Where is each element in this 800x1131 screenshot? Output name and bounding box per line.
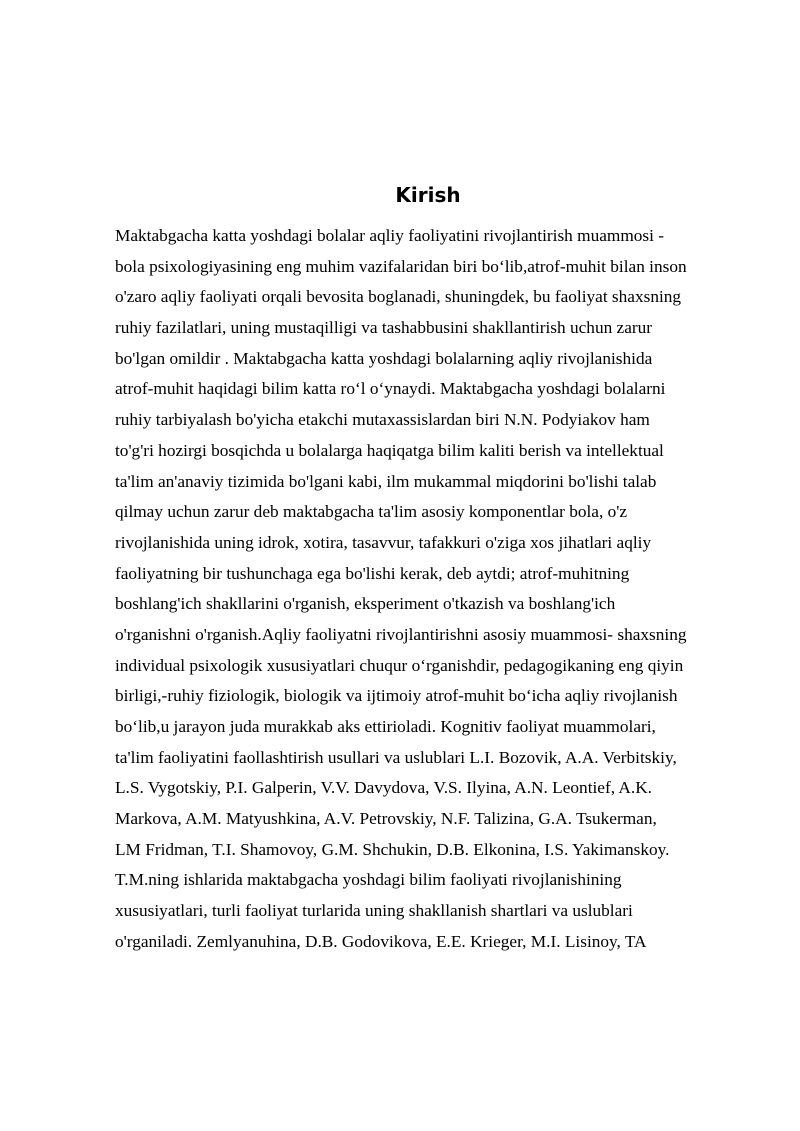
text-line: bola psixologiyasining eng muhim vazifalaridan biri boʻlib,atrof-muhit bilan inson: [115, 256, 687, 276]
page-title: Kirish: [395, 183, 461, 207]
text-line: birligi,-ruhiy fiziologik, biologik va ijtimoiy atrof-muhit boʻicha aqliy rivojlanish: [115, 686, 678, 706]
text-line: boʻlib,u jarayon juda murakkab aks ettirioladi. Kognitiv faoliyat muammolari,: [115, 717, 656, 736]
text-line: ta'lim faoliyatini faollashtirish usullari va uslublari L.I. Bozovik, A.A. Verbitskiy,: [115, 747, 677, 767]
text-line: atrof-muhit haqidagi bilim katta roʻl oʻynaydi. Maktabgacha yoshdagi bolalarni: [115, 379, 666, 399]
text-line: o'rganiladi. Zemlyanuhina, D.B. Godovikova, E.E. Krieger, M.I. Lisinoy, TA: [115, 931, 647, 951]
text-line: boshlang'ich shakllarini o'rganish, eksperiment o'tkazish va boshlang'ich: [115, 594, 616, 614]
text-line: LM Fridman, T.I. Shamovoy, G.M. Shchukin, D.B. Elkonina, I.S. Yakimanskoy.: [115, 839, 670, 859]
text-line: ruhiy fazilatlari, uning mustaqilligi va tashabbusini shakllantirish uchun zarur: [115, 318, 653, 338]
text-line: Markova, A.M. Matyushkina, A.V. Petrovskiy, N.F. Talizina, G.A. Tsukerman,: [115, 809, 657, 829]
text-line: Maktabgacha katta yoshdagi bolalar aqliy faoliyatini rivojlantirish muammosi -: [115, 226, 665, 245]
text-line: o'zaro aqliy faoliyati orqali bevosita boglanadi, shuningdek, bu faoliyat shaxsning: [115, 287, 682, 307]
text-line: ta'lim an'anaviy tizimida bo'lgani kabi, ilm mukammal miqdorini bo'lishi talab: [115, 471, 657, 491]
text-line: individual psixologik xususiyatlari chuqur oʻrganishdir, pedagogikaning eng qiyin: [115, 655, 684, 675]
text-line: bo'lgan omildir . Maktabgacha katta yoshdagi bolalarning aqliy rivojlanishida: [115, 348, 653, 368]
text-line: o'rganishni o'rganish.Aqliy faoliyatni rivojlantirishni asosiy muammosi- shaxsning: [115, 624, 687, 644]
text-line: xususiyatlari, turli faoliyat turlarida uning shakllanish shartlari va uslublari: [115, 901, 633, 921]
text-line: to'g'ri hozirgi bosqichda u bolalarga haqiqatga bilim kaliti berish va intellektual: [115, 440, 664, 460]
text-line: qilmay uchun zarur deb maktabgacha ta'lim asosiy komponentlar bola, o'z: [115, 502, 628, 522]
text-line: rivojlanishida uning idrok, xotira, tasavvur, tafakkuri o'ziga xos jihatlari aqliy: [115, 532, 652, 552]
text-line: faoliyatning bir tushunchaga ega bo'lishi kerak, deb aytdi; atrof-muhitning: [115, 563, 630, 583]
text-line: T.M.ning ishlarida maktabgacha yoshdagi bilim faoliyati rivojlanishining: [115, 870, 622, 890]
text-line: L.S. Vygotskiy, P.I. Galperin, V.V. Davydova, V.S. Ilyina, A.N. Leontief, A.K.: [115, 778, 653, 798]
text-line: ruhiy tarbiyalash bo'yicha etakchi mutaxassislardan biri N.N. Podyiakov ham: [115, 410, 650, 430]
body-paragraph: [115, 221, 755, 958]
